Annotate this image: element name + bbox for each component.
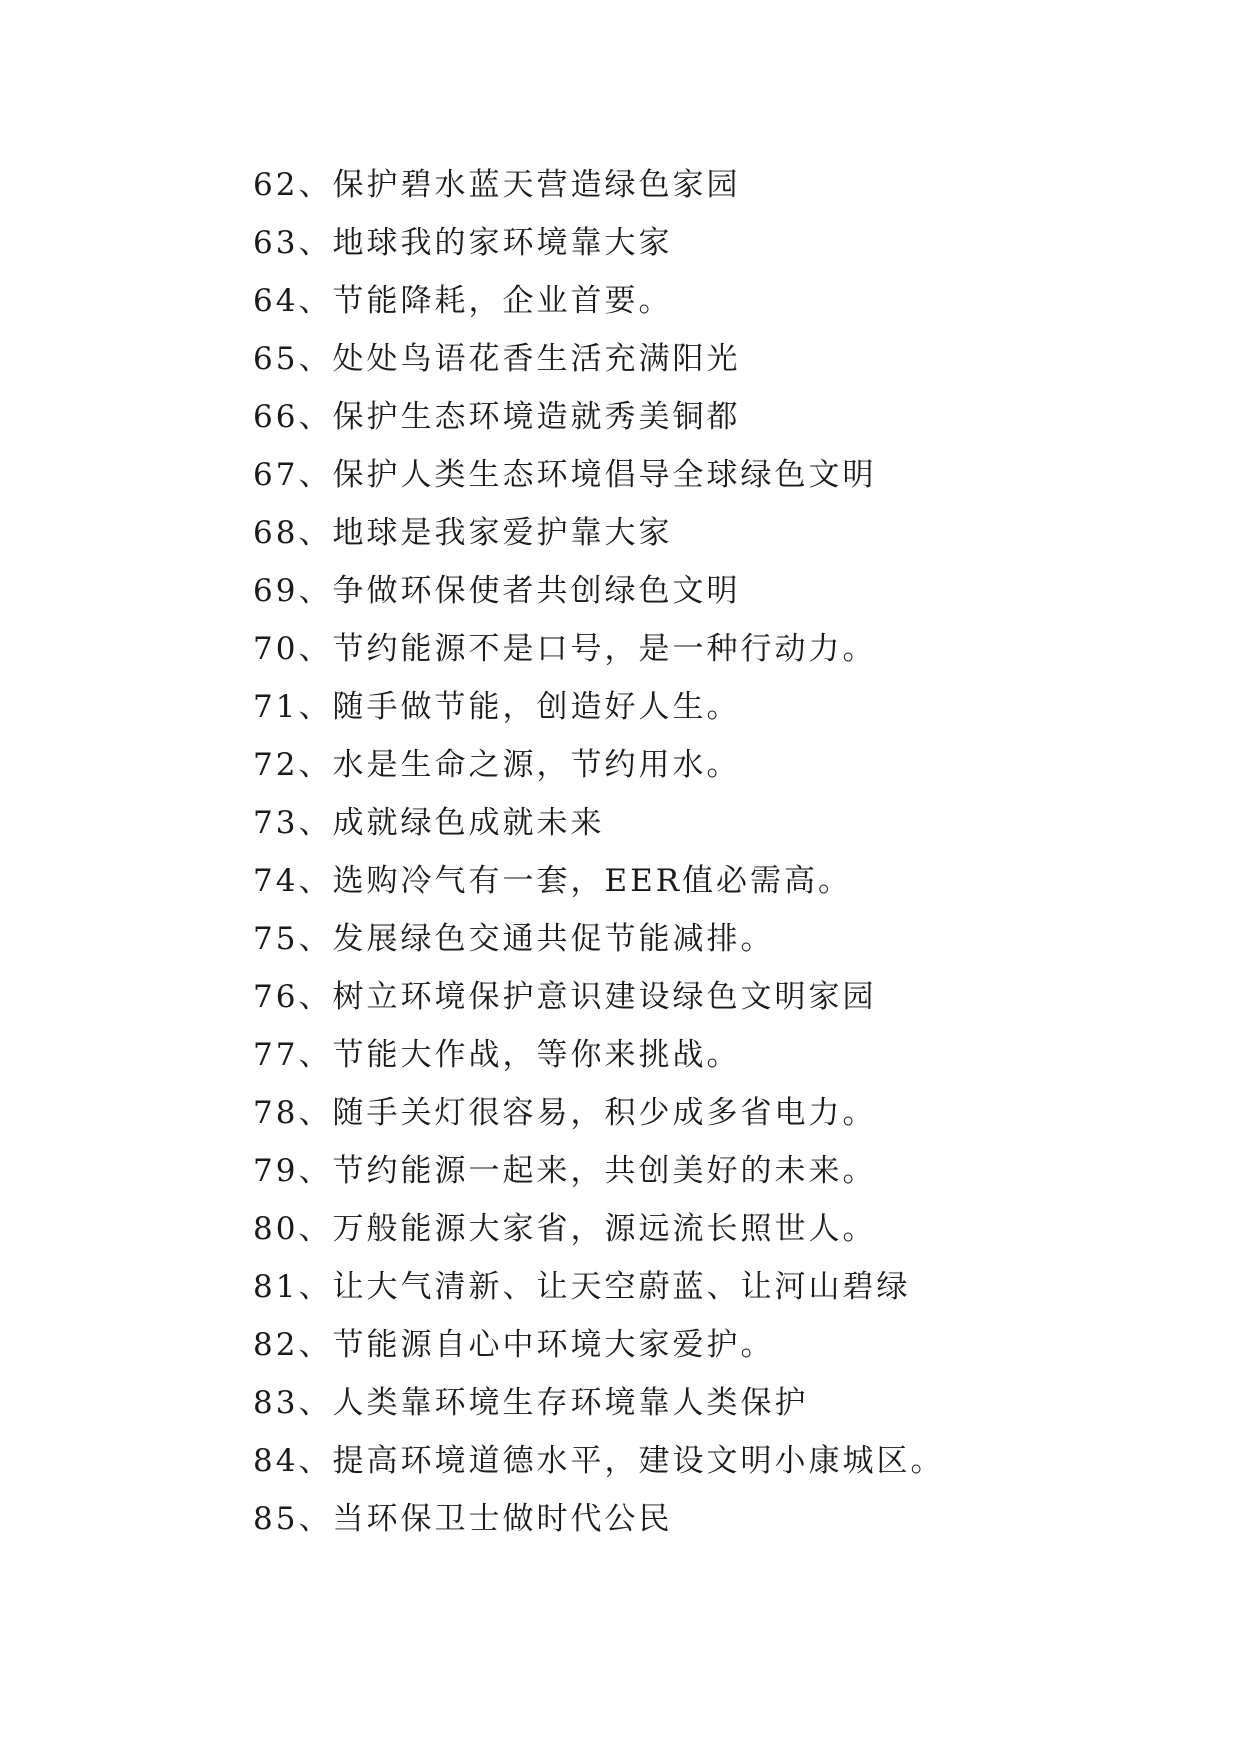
list-item: 77、节能大作战，等你来挑战。 — [253, 1037, 741, 1073]
list-item: 63、地球我的家环境靠大家 — [253, 225, 673, 261]
list-item: 83、人类靠环境生存环境靠人类保护 — [253, 1385, 809, 1421]
list-item: 67、保护人类生态环境倡导全球绿色文明 — [253, 457, 877, 493]
list-item: 76、树立环境保护意识建设绿色文明家园 — [253, 979, 877, 1015]
slogan-list — [253, 156, 944, 1548]
list-item: 73、成就绿色成就未来 — [253, 805, 605, 841]
list-item: 69、争做环保使者共创绿色文明 — [253, 573, 741, 609]
list-item: 72、水是生命之源，节约用水。 — [253, 747, 741, 783]
list-item: 65、处处鸟语花香生活充满阳光 — [253, 341, 741, 377]
list-item: 85、当环保卫士做时代公民 — [253, 1501, 673, 1537]
list-item: 75、发展绿色交通共促节能减排。 — [253, 921, 775, 957]
list-item: 71、随手做节能，创造好人生。 — [253, 689, 741, 725]
list-item: 82、节能源自心中环境大家爱护。 — [253, 1327, 775, 1363]
list-item: 78、随手关灯很容易，积少成多省电力。 — [253, 1095, 877, 1131]
list-item: 80、万般能源大家省，源远流长照世人。 — [253, 1211, 877, 1247]
list-item: 84、提高环境道德水平，建设文明小康城区。 — [253, 1443, 945, 1479]
list-item: 79、节约能源一起来，共创美好的未来。 — [253, 1153, 877, 1189]
list-item: 66、保护生态环境造就秀美铜都 — [253, 399, 741, 435]
list-item: 64、节能降耗，企业首要。 — [253, 283, 673, 319]
list-item: 62、保护碧水蓝天营造绿色家园 — [253, 167, 741, 203]
list-item: 68、地球是我家爱护靠大家 — [253, 515, 673, 551]
list-item: 70、节约能源不是口号，是一种行动力。 — [253, 631, 877, 667]
list-item: 74、选购冷气有一套，EER值必需高。 — [253, 863, 853, 899]
list-item: 81、让大气清新、让天空蔚蓝、让河山碧绿 — [253, 1269, 911, 1305]
